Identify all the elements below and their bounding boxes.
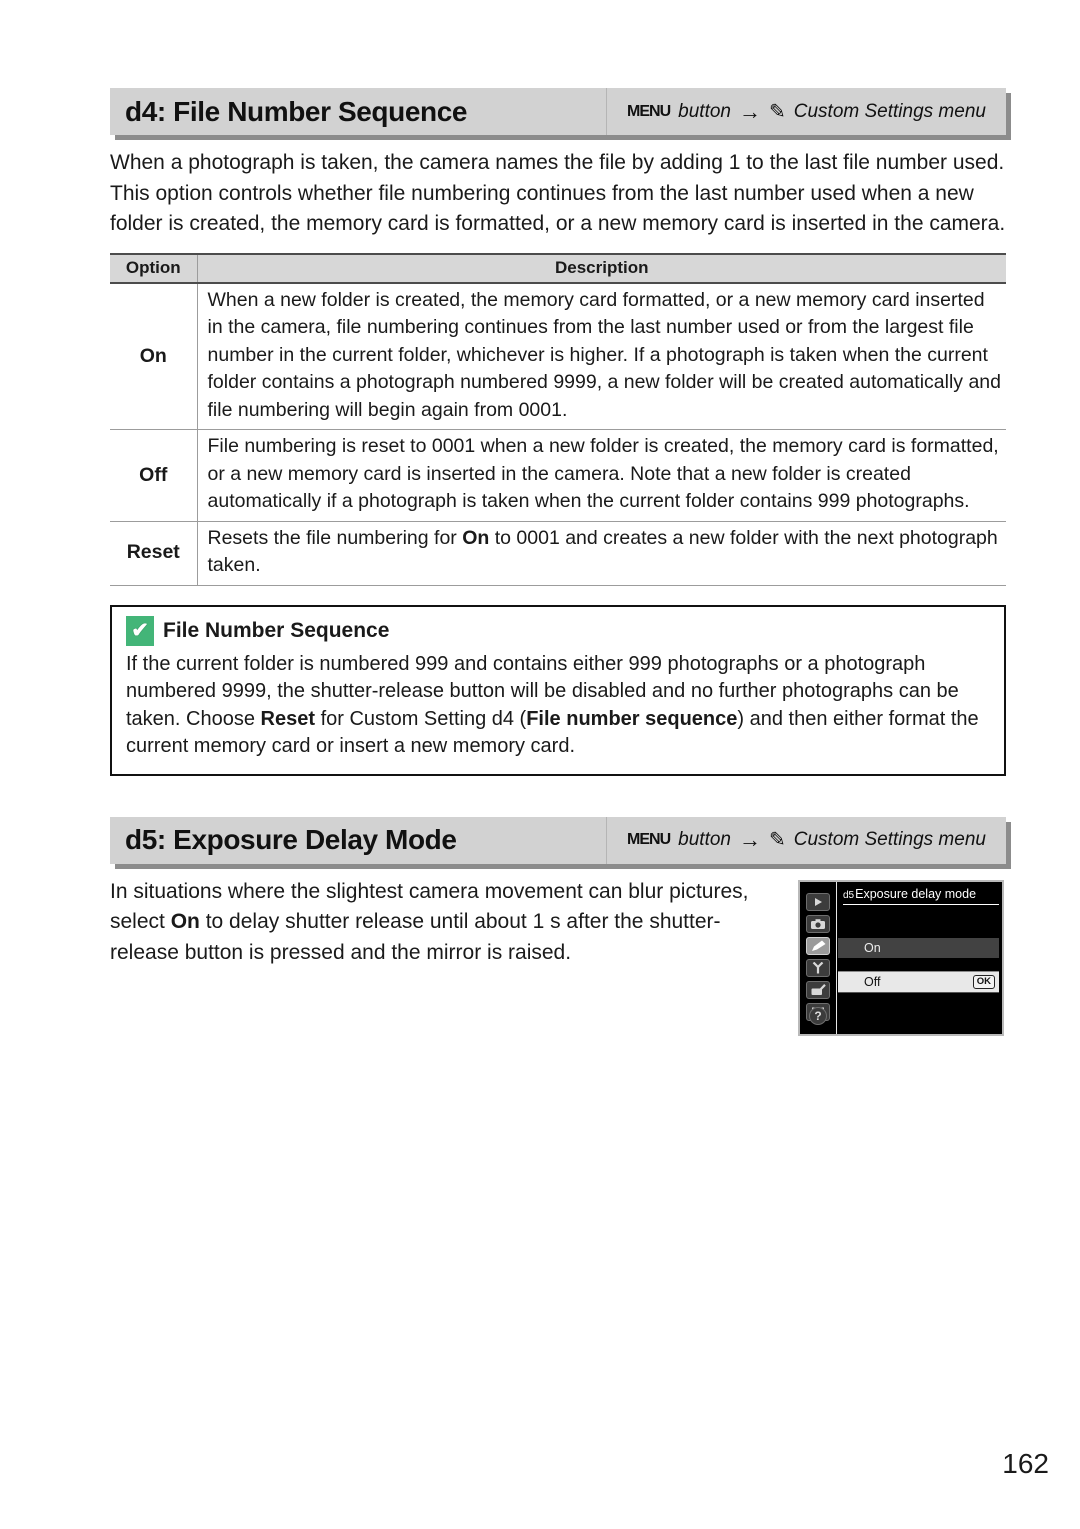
camera-menu-sidebar (800, 882, 837, 1034)
page-content (110, 0, 1006, 1036)
menu-button-word: button (678, 100, 731, 122)
menu-button-label: MENU (627, 831, 671, 848)
camera-menu-screenshot (798, 880, 1004, 1036)
pencil-icon: ✎ (768, 829, 786, 851)
option-description-table (110, 253, 1006, 586)
camera-screen-title (843, 886, 999, 905)
custom-settings-pencil-icon (806, 937, 830, 955)
retouch-menu-brush-icon (806, 981, 830, 999)
arrow-icon: → (738, 98, 761, 124)
arrow-icon: → (738, 827, 761, 852)
camera-screen-title-text: Exposure delay mode (855, 887, 977, 901)
custom-settings-menu-label: Custom Settings menu (793, 829, 986, 850)
d4-intro-paragraph: When a photograph is taken, the camera names the file by adding 1 to the last file number used. This option controls whether file numbering continues from the last number used when a new folder is created, the memory card is formatted, or a new memory card is inserted in the camera. (110, 151, 1006, 235)
note-box (110, 605, 1006, 776)
ok-button-badge: OK (973, 975, 995, 989)
d5-section-header (110, 817, 1006, 864)
option-on-label: On (110, 283, 197, 430)
camera-menu-option-on (838, 938, 999, 958)
table-row (110, 283, 1006, 430)
menu-button-word: button (678, 829, 731, 850)
option-reset-description: Resets the file numbering for On to 0001 and creates a new folder with the next photograph taken. (197, 521, 1006, 585)
option-off-description: File numbering is reset to 0001 when a new folder is created, the memory card is formatted, or a new memory card is inserted in the camera. Note that a new folder is created automatically if a photograph is taken when the current folder contains 999 photographs. (197, 430, 1006, 522)
d5-content-row (110, 877, 1006, 1036)
setup-menu-wrench-icon (806, 959, 830, 977)
checkmark-icon: ✔ (126, 616, 154, 646)
d5-menu-hint (606, 817, 1006, 864)
note-title: File Number Sequence (163, 618, 390, 642)
d4-section-header (110, 88, 1006, 135)
note-body: If the current folder is numbered 999 and contains either 999 photographs or a photograph numbered 9999, the shutter-release button will be disabled and no further photographs can be taken. Choose Reset for Custom Setting d4 (File number sequence) and then either format the current memory card or insert a new memory card. (126, 652, 979, 757)
custom-settings-menu-label: Custom Settings menu (793, 100, 986, 122)
d4-section-title: d4: File Number Sequence (125, 95, 468, 127)
d4-menu-hint (606, 88, 1006, 135)
table-row (110, 521, 1006, 585)
description-column-header: Description (197, 254, 1006, 283)
help-icon: ? (809, 1007, 827, 1025)
option-on-description: When a new folder is created, the memory card formatted, or a new memory card inserted in the camera, file numbering continues from the last number used or from the largest file number in the current folder, whichever is higher. If a photograph is taken when the current folder contains a photograph numbered 9999, a new folder will be created automatically and file numbering will begin again from 0001. (197, 283, 1006, 430)
shooting-menu-camera-icon (806, 915, 830, 933)
d5-intro-paragraph: In situations where the slightest camera movement can blur pictures, select On to delay shutter release until about 1 s after the shutter-release button is pressed and the mirror is raised. (110, 879, 749, 964)
pencil-icon: ✎ (768, 100, 786, 123)
camera-screen-title-prefix: d5 (843, 889, 855, 901)
d5-section-title: d5: Exposure Delay Mode (125, 824, 457, 855)
camera-option-off-label: Off (864, 974, 881, 989)
note-title-row (126, 616, 988, 646)
option-reset-label: Reset (110, 521, 197, 585)
page-number: 162 (1002, 1448, 1049, 1479)
table-header-row (110, 254, 1006, 283)
camera-menu-option-off-selected (838, 971, 999, 993)
option-column-header: Option (110, 254, 197, 283)
playback-icon (806, 893, 830, 911)
option-off-label: Off (110, 430, 197, 522)
menu-button-label: MENU (627, 102, 671, 120)
table-row (110, 430, 1006, 522)
camera-option-on-label: On (864, 940, 881, 955)
